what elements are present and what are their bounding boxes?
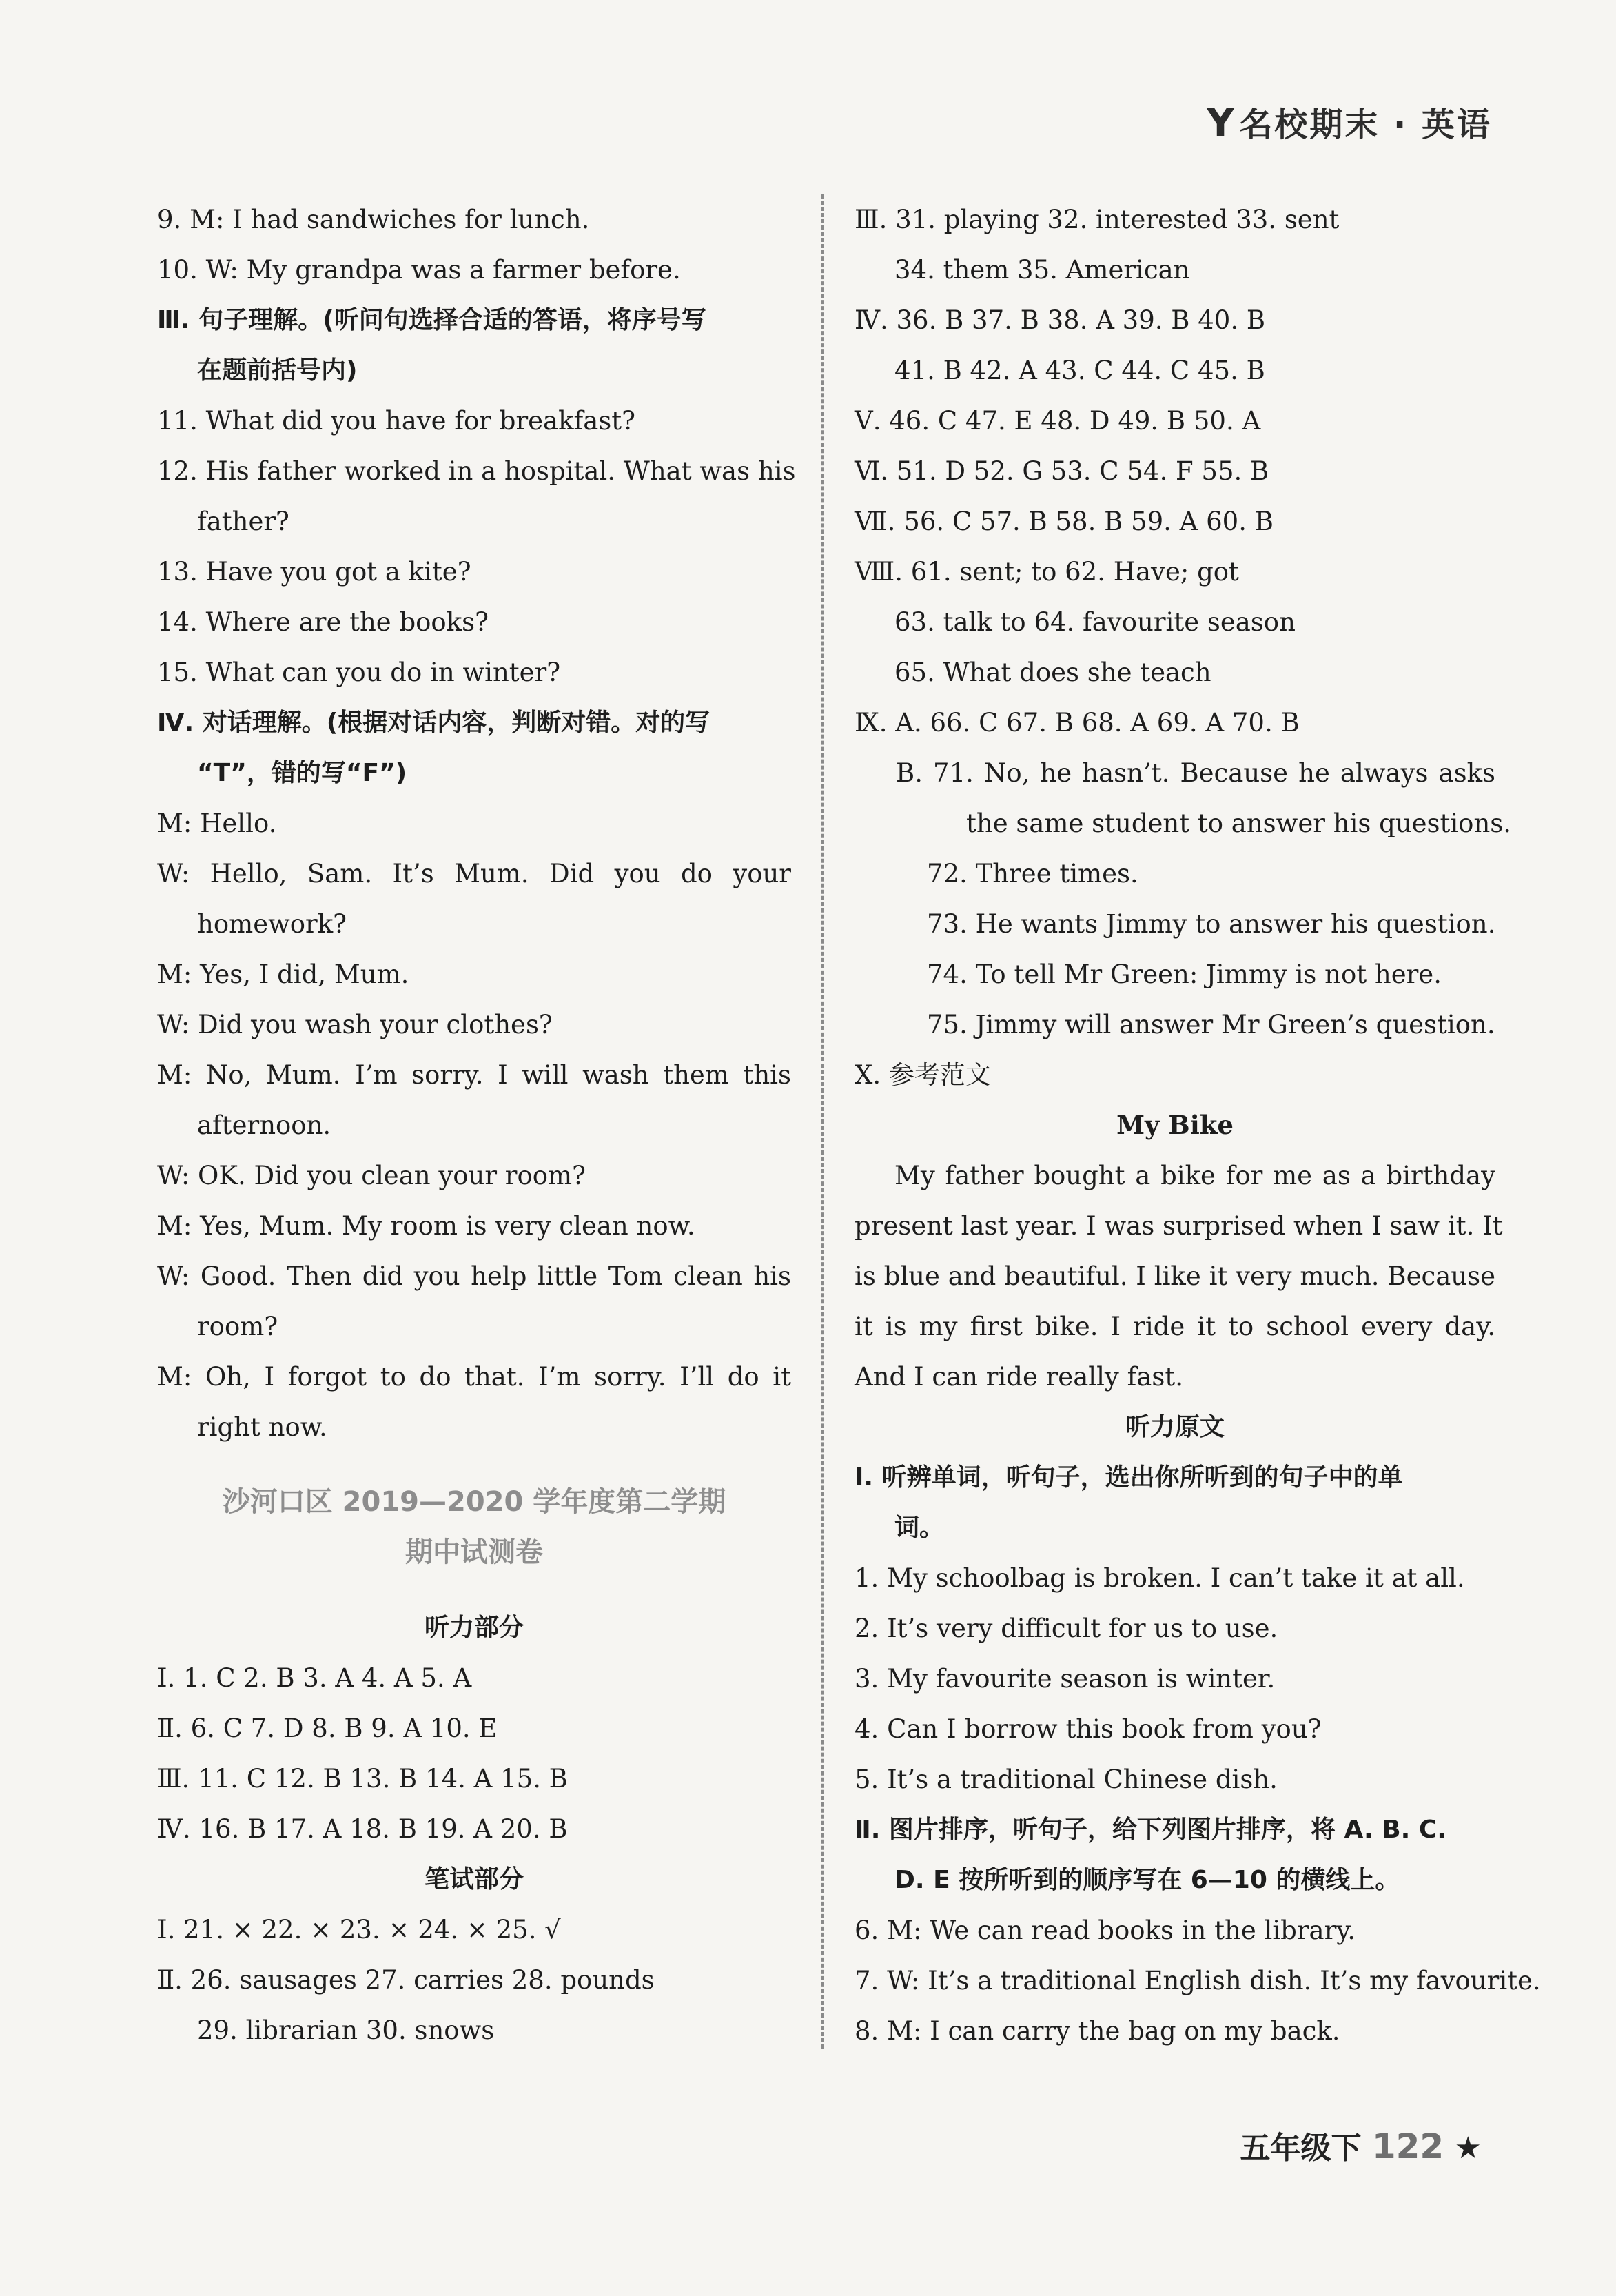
listening-heading: 听力部分 (424, 1614, 524, 1642)
listening-script-heading: 听力原文 (1125, 1413, 1225, 1441)
answer-line: Ⅸ. A. 66. C 67. B 68. A 69. A 70. B (855, 708, 1300, 738)
answer-line: Ⅲ. 31. playing 32. interested 33. sent (855, 205, 1340, 234)
essay-line: is blue and beautiful. I like it very much. Because (855, 1261, 1495, 1291)
page-number: 122 (1371, 2126, 1444, 2166)
script-line: 6. M: We can read books in the library. (855, 1916, 1356, 1945)
script-line: 2. It’s very difficult for us to use. (855, 1614, 1278, 1643)
answer-line: 75. Jimmy will answer Mr Green’s question. (927, 1010, 1495, 1039)
exam-title: 期中试测卷 (405, 1536, 543, 1568)
script-line: 8. M: I can carry the bag on my back. (855, 2016, 1340, 2046)
answer-line: the same student to answer his questions. (966, 809, 1512, 838)
text-line: 10. W: My grandpa was a farmer before. (157, 255, 681, 285)
dialogue-line: M: No, Mum. I’m sorry. I will wash them this (157, 1060, 791, 1090)
section-heading: Ⅰ. 听辨单词，听句子，选出你所听到的句子中的单 (855, 1463, 1403, 1492)
answer-line: Ⅷ. 61. sent; to 62. Have; got (855, 557, 1239, 587)
answer-line: Ⅱ. 26. sausages 27. carries 28. pounds (157, 1965, 655, 1995)
text-line: 9. M: I had sandwiches for lunch. (157, 205, 590, 234)
answer-line: 65. What does she teach (894, 658, 1211, 687)
section-heading-cont: “T”，错的写“F”) (197, 759, 407, 787)
text-line: father? (197, 507, 289, 536)
text-line: 13. Have you got a kite? (157, 557, 471, 587)
answer-line: Ⅲ. 11. C 12. B 13. B 14. A 15. B (157, 1764, 568, 1794)
dialogue-line: right now. (197, 1412, 327, 1442)
dialogue-line: M: Yes, I did, Mum. (157, 959, 409, 989)
section-heading-cont: D. E 按所听到的顺序写在 6—10 的横线上。 (894, 1866, 1400, 1894)
dialogue-line: M: Oh, I forgot to do that. I’m sorry. I’ll do it (157, 1362, 791, 1392)
answer-line: 74. To tell Mr Green: Jimmy is not here. (927, 959, 1442, 989)
answer-line: 29. librarian 30. snows (197, 2015, 495, 2045)
text-line: 15. What can you do in winter? (157, 658, 561, 687)
answer-line: 63. talk to 64. favourite season (894, 607, 1296, 637)
essay-line: And I can ride really fast. (855, 1362, 1183, 1392)
answer-line: 41. B 42. A 43. C 44. C 45. B (894, 356, 1265, 385)
star-icon: ★ (1454, 2131, 1482, 2166)
dialogue-line: room? (197, 1312, 278, 1341)
answer-line: Ⅰ. 21. × 22. × 23. × 24. × 25. √ (157, 1915, 561, 1944)
dialogue-line: M: Yes, Mum. My room is very clean now. (157, 1211, 695, 1241)
text-line: 14. Where are the books? (157, 607, 489, 637)
script-line: 3. My favourite season is winter. (855, 1664, 1276, 1694)
section-heading-cont: 词。 (894, 1514, 945, 1542)
dialogue-line: W: Hello, Sam. It’s Mum. Did you do your (157, 859, 791, 888)
script-line: 1. My schoolbag is broken. I can’t take it at all. (855, 1563, 1465, 1593)
answer-line: 72. Three times. (927, 859, 1138, 888)
dialogue-line: W: OK. Did you clean your room? (157, 1161, 586, 1190)
essay-line: present last year. I was surprised when I saw it. It (855, 1211, 1503, 1241)
dialogue-line: afternoon. (197, 1110, 331, 1140)
brand-logo-mark: Y (1206, 101, 1237, 145)
answer-line: Ⅳ. 16. B 17. A 18. B 19. A 20. B (157, 1814, 568, 1844)
section-heading-cont: 在题前括号内) (197, 356, 358, 385)
grade-label: 五年级下 (1240, 2131, 1362, 2166)
dialogue-line: homework? (197, 909, 347, 939)
exam-title: 沙河口区 2019—2020 学年度第二学期 (222, 1486, 726, 1518)
essay-line: it is my first bike. I ride it to school every day. (855, 1312, 1495, 1341)
written-heading: 笔试部分 (424, 1865, 524, 1893)
answer-line: Ⅰ. 1. C 2. B 3. A 4. A 5. A (157, 1663, 472, 1693)
script-line: 5. It’s a traditional Chinese dish. (855, 1765, 1278, 1794)
section-heading: Ⅱ. 图片排序，听句子，给下列图片排序，将 A. B. C. (855, 1816, 1446, 1844)
script-line: 4. Can I borrow this book from you? (855, 1714, 1322, 1744)
right-column (855, 194, 1541, 2056)
text-line: 12. His father worked in a hospital. What was his (157, 456, 796, 486)
answer-line: 34. them 35. American (894, 255, 1190, 285)
left-column (157, 194, 796, 2055)
answer-line: 73. He wants Jimmy to answer his question. (927, 909, 1496, 939)
essay-title: My Bike (1116, 1110, 1234, 1140)
answer-line: Ⅶ. 56. C 57. B 58. B 59. A 60. B (855, 507, 1274, 536)
section-heading: Ⅳ. 对话理解。(根据对话内容，判断对错。对的写 (157, 709, 710, 737)
answer-line: Ⅳ. 36. B 37. B 38. A 39. B 40. B (855, 305, 1266, 335)
dialogue-line: W: Did you wash your clothes? (157, 1010, 553, 1039)
column-divider (821, 194, 824, 2049)
answer-line: Ⅵ. 51. D 52. G 53. C 54. F 55. B (855, 456, 1269, 486)
section-heading: Ⅹ. 参考范文 (855, 1060, 991, 1090)
section-heading: Ⅲ. 句子理解。(听问句选择合适的答语，将序号写 (157, 306, 706, 334)
script-line: 7. W: It’s a traditional English dish. It’s my favourite. (855, 1966, 1541, 1995)
dialogue-line: W: Good. Then did you help little Tom clean his (157, 1261, 791, 1291)
brand-title: 名校期末 · 英语 (1239, 105, 1492, 144)
essay-line: My father bought a bike for me as a birthday (894, 1161, 1495, 1190)
answer-line: Ⅴ. 46. C 47. E 48. D 49. B 50. A (855, 406, 1261, 436)
answer-line: Ⅱ. 6. C 7. D 8. B 9. A 10. E (157, 1714, 498, 1743)
text-line: 11. What did you have for breakfast? (157, 406, 635, 436)
dialogue-line: M: Hello. (157, 809, 277, 838)
answer-line: B. 71. No, he hasn’t. Because he always asks (896, 758, 1495, 788)
header-brand (1207, 98, 1492, 145)
page-footer (1240, 2123, 1482, 2167)
